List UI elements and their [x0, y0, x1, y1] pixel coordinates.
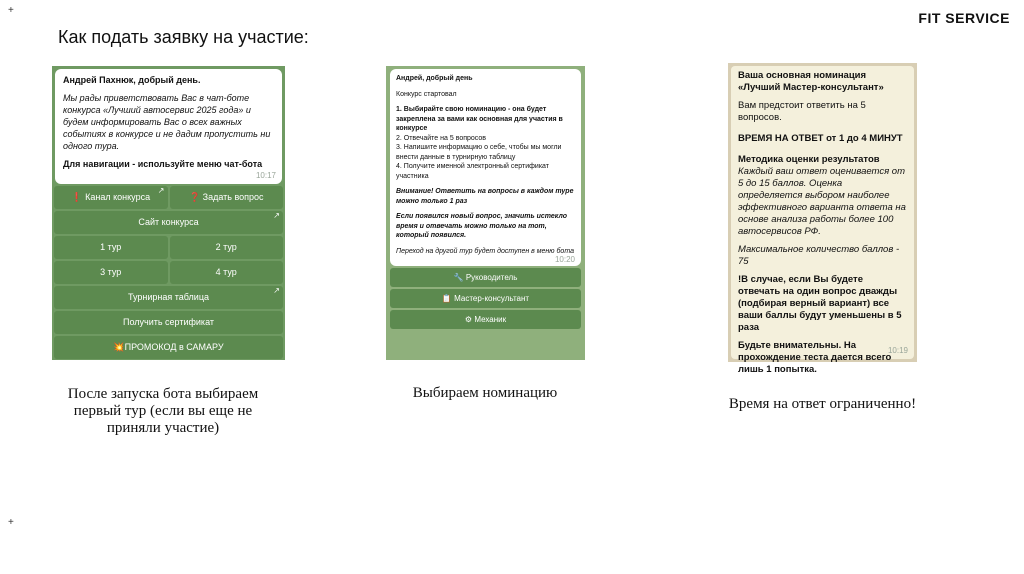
new-question-text: Если появился новый вопрос, значить истекло время и отвечать можно только на тот, который появился.	[396, 213, 568, 239]
step-2: 2. Отвечайте на 5 вопросов	[396, 134, 486, 142]
mechanic-button[interactable]	[390, 310, 581, 329]
corner-plus-top: +	[8, 5, 14, 16]
round1-button[interactable]: 1 тур	[54, 236, 168, 259]
step-3: 3. Напишите информацию о себе, чтобы мы могли внести данные в турнирную таблицу	[396, 144, 562, 161]
round3-button[interactable]: 3 тур	[54, 261, 168, 284]
ask-label: Задать вопрос	[202, 192, 264, 202]
bot-message	[390, 69, 581, 266]
question-icon: ❓	[188, 192, 201, 202]
manager-label: Руководитель	[465, 273, 518, 282]
site-label: Сайт конкурса	[138, 217, 199, 227]
promo-label: ПРОМОКОД в САМАРУ	[124, 342, 224, 352]
mechanic-label: Механик	[474, 315, 507, 324]
screenshot-nomination	[386, 66, 585, 360]
caption-nomination: Выбираем номинацию	[412, 385, 558, 401]
arrow-up-right-icon: ↗	[273, 286, 280, 295]
step-1: 1. Выбирайте свою номинацию - она будет закреплена за вами как основная для участия в конкурсе	[396, 106, 563, 132]
nomination-text: Ваша основная номинация «Лучший Мастер-консультант»	[738, 70, 884, 93]
attention-text: Будьте внимательны. На прохождение теста дается всего лишь 1 попытка.	[738, 340, 892, 375]
message-time: 10:20	[554, 254, 575, 264]
step-4: 4. Получите именной электронный сертификат участника	[396, 163, 549, 180]
arrow-up-right-icon: ↗	[273, 211, 280, 220]
message-time: 10:17	[255, 171, 276, 180]
method-title: Методика оценки результатов	[738, 154, 880, 165]
table-label: Турнирная таблица	[128, 292, 209, 302]
bot-message	[55, 69, 282, 184]
keyboard	[386, 266, 585, 331]
next-tour-text: Переход на другой тур будет доступен в меню бота	[396, 247, 574, 255]
burst-icon: 💥	[113, 342, 125, 352]
arrow-up-right-icon: ↗	[157, 186, 165, 195]
channel-button[interactable]	[54, 186, 168, 209]
bot-message	[731, 66, 914, 375]
page-title: Как подать заявку на участие:	[58, 27, 309, 47]
table-button[interactable]	[54, 286, 283, 309]
exclamation-icon: ❗	[71, 192, 83, 202]
wrench-icon: 🔧	[453, 273, 464, 282]
round4-button[interactable]: 4 тур	[170, 261, 284, 284]
corner-plus-bottom: +	[8, 517, 14, 528]
greeting: Андрей Пахнюк, добрый день.	[63, 75, 201, 85]
greeting: Андрей, добрый день	[396, 75, 473, 82]
ask-button[interactable]	[170, 186, 284, 209]
round2-button[interactable]: 2 тур	[170, 236, 284, 259]
double-answer-warning: !В случае, если Вы будете отвечать на один вопрос дважды (подбирая верный вариант) все ваши баллы будут уменьшены в 5 раза	[738, 274, 902, 333]
gear-icon: ⚙	[464, 315, 473, 324]
caption-first-tour: После запуска бота выбираем первый тур (если вы еще не приняли участие)	[67, 386, 259, 436]
nav-hint: Для навигации - используйте меню чат-бота	[63, 159, 263, 169]
warning-text: Внимание! Ответить на вопросы в каждом туре можно только 1 раз	[396, 188, 574, 205]
started-text: Конкурс стартовал	[396, 90, 457, 98]
keyboard	[52, 184, 285, 359]
screenshot-tour-menu	[52, 66, 285, 360]
clipboard-icon: 📋	[441, 294, 452, 303]
master-button[interactable]	[390, 289, 581, 308]
welcome-text: Мы рады приветствовать Вас в чат-боте конкурса «Лучший автосервис 2025 года» и будем информировать Вас о всех важных событиях в конкурсе и не дадим пропустить ни одного тура.	[63, 93, 271, 151]
max-score-text: Максимальное количество баллов - 75	[738, 244, 900, 267]
caption-time-limit: Время на ответ ограниченно!	[728, 396, 917, 412]
promo-button[interactable]	[54, 336, 283, 359]
questions-text: Вам предстоит ответить на 5 вопросов.	[738, 100, 866, 123]
message-time: 10:19	[887, 346, 908, 355]
method-text: Каждый ваш ответ оценивается от 5 до 15 баллов. Оценка определяется выбором наиболее эффективного варианта ответа на основе анализа работы более 100 автосервисов РФ.	[738, 166, 906, 237]
certificate-button[interactable]: Получить сертификат	[54, 311, 283, 334]
site-button[interactable]	[54, 211, 283, 234]
time-limit-text: ВРЕМЯ НА ОТВЕТ от 1 до 4 МИНУТ	[738, 133, 903, 144]
channel-label: Канал конкурса	[85, 192, 151, 202]
brand-logo: FIT SERVICE	[918, 10, 1010, 26]
manager-button[interactable]	[390, 268, 581, 287]
screenshot-time-limit	[728, 63, 917, 375]
master-label: Мастер-консультант	[454, 294, 530, 303]
